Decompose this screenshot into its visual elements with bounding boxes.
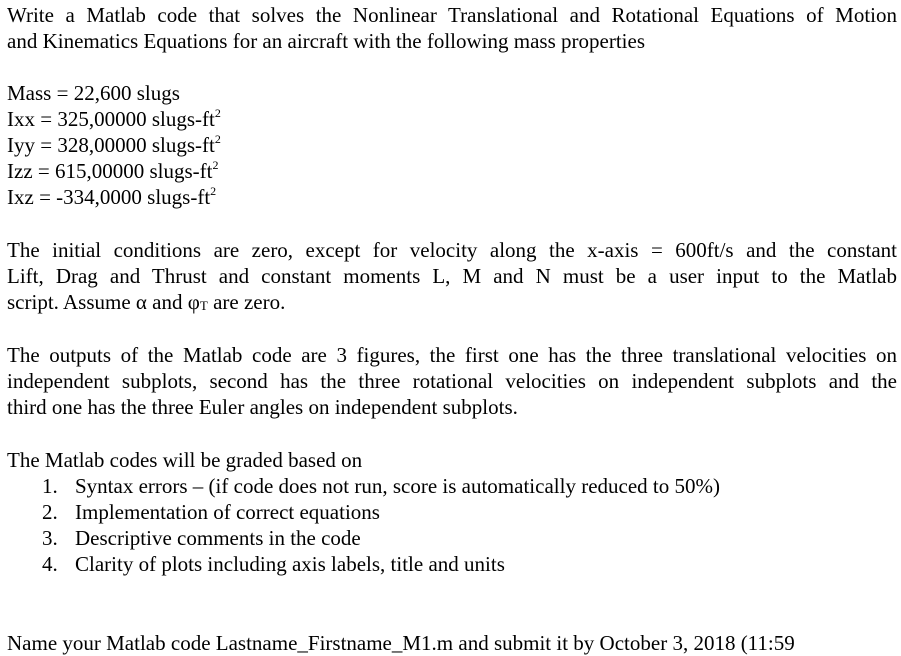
izz-label: Izz	[7, 159, 33, 183]
ixx-label: Ixx	[7, 107, 35, 131]
mass-property-mass: Mass = 22,600 slugs	[7, 81, 180, 105]
mass-property-ixz: Ixz = -334,0000 slugs-$ft^2$	[7, 184, 217, 209]
ixz-exponent: 2	[210, 184, 217, 198]
outputs-line-3: third one has the three Euler angles on independent subplots.	[7, 395, 518, 419]
intro-line-1: Write a Matlab code that solves the Nonlinear Translational and Rotational Equations of Motion	[7, 3, 897, 27]
list-item-text: Clarity of plots including axis labels, title and units	[75, 552, 505, 576]
izz-value: 615,00000 slugs-ft	[54, 159, 213, 183]
intro-line-2: and Kinematics Equations for an aircraft with the following mass properties	[7, 29, 645, 53]
outputs-line-2: independent subplots, second has the three rotational velocities on independent subplots and the	[7, 369, 897, 393]
phi-subscript: T	[199, 298, 208, 313]
outputs-line-1: The outputs of the Matlab code are 3 figures, the first one has the three translational velocities on	[7, 343, 897, 367]
mass-label: Mass	[7, 81, 52, 105]
list-item-number: 1.	[42, 474, 58, 498]
submission-line-1: Name your Matlab code Lastname_Firstname_M1.m and submit it by October 3, 2018 (11:59	[7, 631, 795, 655]
list-item-text: Descriptive comments in the code	[75, 526, 361, 550]
list-item	[42, 551, 505, 577]
ixx-value: 325,00000 slugs-ft	[57, 107, 215, 131]
grading-heading: The Matlab codes will be graded based on	[7, 448, 363, 472]
mass-property-iyy: Iyy = 328,00000 slugs-$ft^2$	[7, 132, 221, 157]
list-item	[42, 525, 361, 551]
iyy-label: Iyy	[7, 133, 35, 157]
izz-exponent: 2	[212, 158, 219, 172]
conditions-line-2: Lift, Drag and Thrust and constant moments L, M and N must be a user input to the Matlab	[7, 264, 897, 288]
list-item-text: Syntax errors – (if code does not run, score is automatically reduced to 50%)	[75, 474, 720, 498]
ixx-exponent: 2	[214, 106, 221, 120]
list-item-number: 3.	[42, 526, 58, 550]
list-item-text: Implementation of correct equations	[75, 500, 380, 524]
iyy-exponent: 2	[214, 132, 221, 146]
conditions-line-1: The initial conditions are zero, except for velocity along the x-axis = 600ft/s and the constant	[7, 238, 897, 262]
list-item-number: 2.	[42, 500, 58, 524]
list-item	[42, 499, 380, 525]
mass-property-izz: Izz = 615,00000 slugs-$ft^2$	[7, 158, 219, 183]
mass-property-ixx: Ixx = 325,00000 slugs-$ft^2$	[7, 106, 221, 131]
iyy-value: 328,00000 slugs-ft	[57, 133, 215, 157]
ixz-value: -334,0000 slugs-ft	[56, 185, 211, 209]
mass-value: 22,600 slugs	[73, 81, 180, 105]
conditions-line-3-start: script. Assume α and φ	[7, 290, 200, 314]
ixz-label: Ixz	[7, 185, 34, 209]
conditions-line-3	[7, 289, 285, 315]
list-item	[42, 473, 720, 499]
list-item-number: 4.	[42, 552, 58, 576]
conditions-line-3-end: are zero.	[207, 290, 286, 314]
